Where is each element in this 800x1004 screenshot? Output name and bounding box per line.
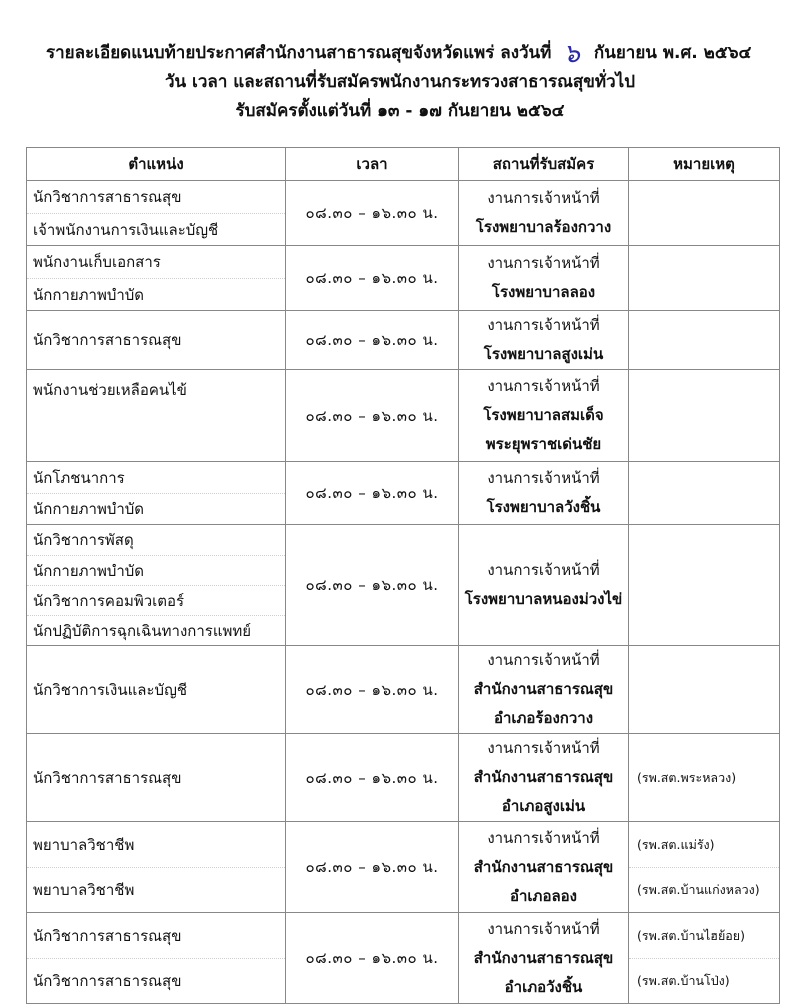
- remark-cell: [629, 913, 780, 1004]
- table-row: [27, 646, 780, 734]
- place-department: งานการเจ้าหน้าที่: [487, 828, 600, 847]
- position-name: นักวิชาการพัสดุ: [33, 531, 134, 549]
- header-line-1-text: รายละเอียดแนบท้ายประกาศสำนักงานสาธารณสุขจังหวัดแพร่ ลงวันที่: [46, 43, 552, 63]
- handwritten-day: ๖: [563, 39, 580, 69]
- place-department: งานการเจ้าหน้าที่: [487, 469, 600, 487]
- header-time: เวลา: [286, 148, 459, 181]
- remark-text: (รพ.สต.พระหลวง): [637, 769, 737, 785]
- time-cell: ๐๘.๓๐ – ๑๖.๓๐ น.: [286, 370, 459, 462]
- place-office: อำเภอสูงเม่น: [501, 797, 586, 815]
- remark-cell: [629, 311, 780, 370]
- time-cell: ๐๘.๓๐ – ๑๖.๓๐ น.: [286, 525, 459, 646]
- position-cell: [27, 822, 286, 913]
- table-row: [27, 311, 780, 370]
- position-name: นักวิชาการสาธารณสุข: [33, 768, 182, 787]
- position-cell: [27, 181, 286, 246]
- time-cell: ๐๘.๓๐ – ๑๖.๓๐ น.: [286, 181, 459, 246]
- header-remark: หมายเหตุ: [629, 148, 780, 181]
- position-name: นักวิชาการสาธารณสุข: [27, 958, 285, 1003]
- table-row: [27, 734, 780, 822]
- place-cell: [459, 462, 629, 525]
- place-office: โรงพยาบาลลอง: [491, 283, 596, 301]
- place-office: โรงพยาบาลวังชิ้น: [486, 498, 601, 516]
- position-name: เจ้าพนักงานการเงินและบัญชี: [27, 213, 285, 245]
- place-office: อำเภอร้องกวาง: [493, 709, 594, 727]
- time-cell: ๐๘.๓๐ – ๑๖.๓๐ น.: [286, 734, 459, 822]
- remark-cell: [629, 525, 780, 646]
- place-office: สำนักงานสาธารณสุข: [473, 948, 614, 967]
- place-office: สำนักงานสาธารณสุข: [473, 768, 614, 786]
- place-cell: [459, 181, 629, 246]
- place-office: โรงพยาบาลหนองม่วงไข่: [464, 590, 623, 608]
- remark-cell: [629, 246, 780, 311]
- place-cell: [459, 311, 629, 370]
- time-cell: ๐๘.๓๐ – ๑๖.๓๐ น.: [286, 913, 459, 1004]
- place-department: งานการเจ้าหน้าที่: [487, 561, 600, 579]
- table-body: [27, 181, 780, 1004]
- time-cell: ๐๘.๓๐ – ๑๖.๓๐ น.: [286, 646, 459, 734]
- place-office: โรงพยาบาลสมเด็จ: [483, 406, 604, 424]
- place-cell: [459, 370, 629, 462]
- position-cell: [27, 246, 286, 311]
- place-department: งานการเจ้าหน้าที่: [487, 254, 600, 272]
- position-cell: [27, 913, 286, 1004]
- position-cell: [27, 525, 286, 646]
- position-cell: [27, 734, 286, 822]
- table-row: [27, 913, 780, 1004]
- remark-cell: [629, 822, 780, 913]
- remark-cell: [629, 181, 780, 246]
- place-office: พระยุพราชเด่นชัย: [485, 435, 602, 453]
- place-cell: [459, 734, 629, 822]
- position-name: นักปฏิบัติการฉุกเฉินทางการแพทย์: [27, 615, 285, 645]
- remark-cell: [629, 462, 780, 525]
- place-department: งานการเจ้าหน้าที่: [487, 919, 600, 938]
- place-cell: [459, 246, 629, 311]
- place-office: โรงพยาบาลสูงเม่น: [483, 345, 604, 363]
- time-cell: ๐๘.๓๐ – ๑๖.๓๐ น.: [286, 462, 459, 525]
- place-office: สำนักงานสาธารณสุข: [473, 857, 614, 876]
- position-name: นักวิชาการคอมพิวเตอร์: [27, 585, 285, 615]
- position-name: นักวิชาการสาธารณสุข: [33, 331, 182, 349]
- position-name: นักกายภาพบำบัด: [27, 493, 285, 524]
- place-department: งานการเจ้าหน้าที่: [487, 739, 600, 757]
- place-office: โรงพยาบาลร้องกวาง: [475, 218, 612, 236]
- place-department: งานการเจ้าหน้าที่: [487, 189, 600, 207]
- table-header-row: [27, 148, 780, 181]
- place-cell: [459, 822, 629, 913]
- remark-cell: [629, 370, 780, 462]
- header-line-2: วัน เวลา และสถานที่รับสมัครพนักงานกระทรวงสาธารณสุขทั่วไป: [164, 72, 636, 92]
- position-name: พนักงานเก็บเอกสาร: [33, 253, 161, 271]
- position-cell: [27, 646, 286, 734]
- table-row: [27, 181, 780, 246]
- position-cell: [27, 311, 286, 370]
- place-cell: [459, 913, 629, 1004]
- position-name: นักโภชนาการ: [33, 468, 125, 487]
- position-name: พยาบาลวิชาชีพ: [33, 835, 135, 854]
- position-name: นักวิชาการสาธารณสุข: [33, 188, 182, 206]
- table-row: [27, 462, 780, 525]
- remark-text: (รพ.สต.บ้านแก่งหลวง): [629, 867, 779, 912]
- position-cell: [27, 370, 286, 462]
- place-office: อำเภอวังชิ้น: [504, 977, 583, 996]
- place-department: งานการเจ้าหน้าที่: [487, 377, 600, 395]
- table-row: [27, 246, 780, 311]
- place-cell: [459, 525, 629, 646]
- position-name: นักกายภาพบำบัด: [27, 278, 285, 310]
- remark-text: (รพ.สต.แม่รัง): [637, 836, 715, 852]
- header-place: สถานที่รับสมัคร: [459, 148, 629, 181]
- place-cell: [459, 646, 629, 734]
- header-line-1-date: กันยายน พ.ศ. ๒๕๖๔: [593, 43, 752, 63]
- header-position: ตำแหน่ง: [27, 148, 286, 181]
- remark-text: (รพ.สต.บ้านไฮย้อย): [637, 927, 745, 943]
- table-row: [27, 525, 780, 646]
- time-cell: ๐๘.๓๐ – ๑๖.๓๐ น.: [286, 822, 459, 913]
- place-office: อำเภอลอง: [510, 886, 577, 905]
- place-office: สำนักงานสาธารณสุข: [473, 680, 614, 698]
- time-cell: ๐๘.๓๐ – ๑๖.๓๐ น.: [286, 311, 459, 370]
- remark-cell: [629, 734, 780, 822]
- position-name: นักวิชาการสาธารณสุข: [33, 926, 182, 945]
- position-name: นักวิชาการเงินและบัญชี: [33, 680, 188, 699]
- place-department: งานการเจ้าหน้าที่: [487, 651, 600, 669]
- table-row: [27, 822, 780, 913]
- remark-cell: [629, 646, 780, 734]
- recruitment-table: [26, 147, 780, 1004]
- remark-text: (รพ.สต.บ้านโป่ง): [629, 958, 779, 1003]
- position-name: นักกายภาพบำบัด: [27, 555, 285, 585]
- position-name: พยาบาลวิชาชีพ: [27, 867, 285, 912]
- position-name: พนักงานช่วยเหลือคนไข้: [33, 381, 187, 399]
- position-cell: [27, 462, 286, 525]
- time-cell: ๐๘.๓๐ – ๑๖.๓๐ น.: [286, 246, 459, 311]
- header-line-3: รับสมัครตั้งแต่วันที่ ๑๓ - ๑๗ กันยายน ๒๕๖๔: [235, 101, 565, 121]
- table-row: [27, 370, 780, 462]
- place-department: งานการเจ้าหน้าที่: [487, 316, 600, 334]
